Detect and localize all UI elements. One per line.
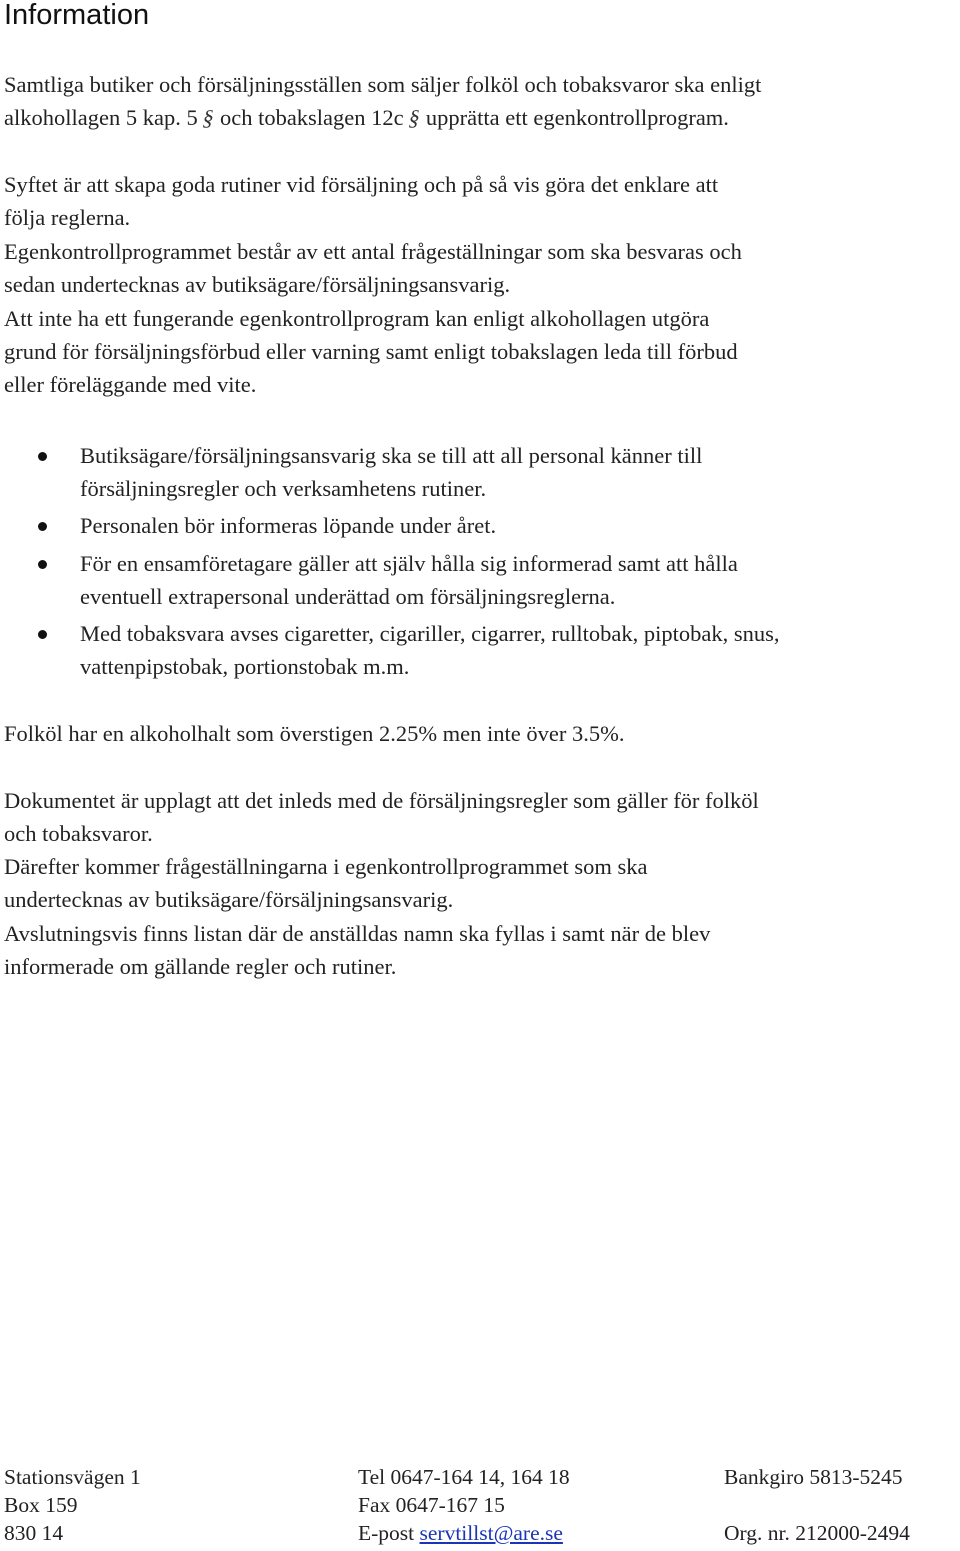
document-line-3: Därefter kommer frågeställningarna i egenkontrollprogrammet som ska [4, 854, 648, 879]
document-line-5: Avslutningsvis finns listan där de anställdas namn ska fyllas i samt när de blev [4, 921, 711, 946]
folkol-paragraph: Folköl har en alkoholhalt som överstigen 2.25% men inte över 3.5%. [4, 721, 625, 746]
intro-line-2-part-c: upprätta ett egenkontrollprogram. [425, 105, 729, 130]
bullet-2-line-1: Personalen bör informeras löpande under året. [80, 513, 497, 538]
bullet-icon [38, 522, 47, 531]
purpose-line-1: Syftet är att skapa goda rutiner vid försäljning och på så vis göra det enklare att [4, 172, 719, 197]
footer-address-line-1: Stationsvägen 1 [4, 1465, 141, 1489]
purpose-line-3: Egenkontrollprogrammet består av ett antal frågeställningar som ska besvaras och [4, 239, 742, 264]
footer-phone: Tel 0647-164 14, 164 18 [358, 1465, 570, 1489]
section-sign-2: § [406, 105, 424, 130]
purpose-line-4: sedan undertecknas av butiksägare/försäljningsansvarig. [4, 272, 511, 297]
footer-email-row [358, 1519, 563, 1547]
purpose-line-5: Att inte ha ett fungerande egenkontrollprogram kan enligt alkohollagen utgöra [4, 306, 710, 331]
bullet-icon [38, 452, 47, 461]
footer-org-number: Org. nr. 212000-2494 [724, 1521, 910, 1545]
intro-line-2 [4, 103, 729, 133]
section-sign-1: § [200, 105, 218, 130]
purpose-line-7: eller föreläggande med vite. [4, 372, 257, 397]
footer-address-line-3: 830 14 [4, 1521, 64, 1545]
intro-line-2-part-a: alkohollagen 5 kap. 5 [4, 105, 198, 130]
page-title: Information [4, 0, 150, 31]
intro-line-2-part-b: och tobakslagen 12c [219, 105, 404, 130]
bullet-1-line-1: Butiksägare/försäljningsansvarig ska se till att all personal känner till [80, 443, 703, 468]
document-line-2: och tobaksvaror. [4, 821, 153, 846]
footer-bankgiro: Bankgiro 5813-5245 [724, 1465, 903, 1489]
bullet-3-line-1: För en ensamföretagare gäller att själv hålla sig informerad samt att hålla [80, 551, 738, 576]
footer-email-link[interactable]: servtillst@are.se [419, 1521, 563, 1545]
purpose-line-6: grund för försäljningsförbud eller varning samt enligt tobakslagen leda till förbud [4, 339, 738, 364]
bullet-1-line-2: försäljningsregler och verksamhetens rutiner. [80, 476, 487, 501]
bullet-3-line-2: eventuell extrapersonal underättad om försäljningsreglerna. [80, 584, 616, 609]
bullet-icon [38, 630, 47, 639]
footer-fax: Fax 0647-167 15 [358, 1493, 505, 1517]
document-line-1: Dokumentet är upplagt att det inleds med de försäljningsregler som gäller för folköl [4, 788, 759, 813]
document-line-4: undertecknas av butiksägare/försäljningsansvarig. [4, 887, 454, 912]
bullet-4-line-1: Med tobaksvara avses cigaretter, cigariller, cigarrer, rulltobak, piptobak, snus, [80, 621, 780, 646]
bullet-icon [38, 560, 47, 569]
intro-line-1: Samtliga butiker och försäljningsställen som säljer folköl och tobaksvaror ska enligt [4, 72, 762, 97]
footer-email-label: E-post [358, 1521, 415, 1545]
document-line-6: informerade om gällande regler och rutiner. [4, 954, 397, 979]
bullet-4-line-2: vattenpipstobak, portionstobak m.m. [80, 654, 410, 679]
footer-address-line-2: Box 159 [4, 1493, 78, 1517]
purpose-line-2: följa reglerna. [4, 205, 131, 230]
